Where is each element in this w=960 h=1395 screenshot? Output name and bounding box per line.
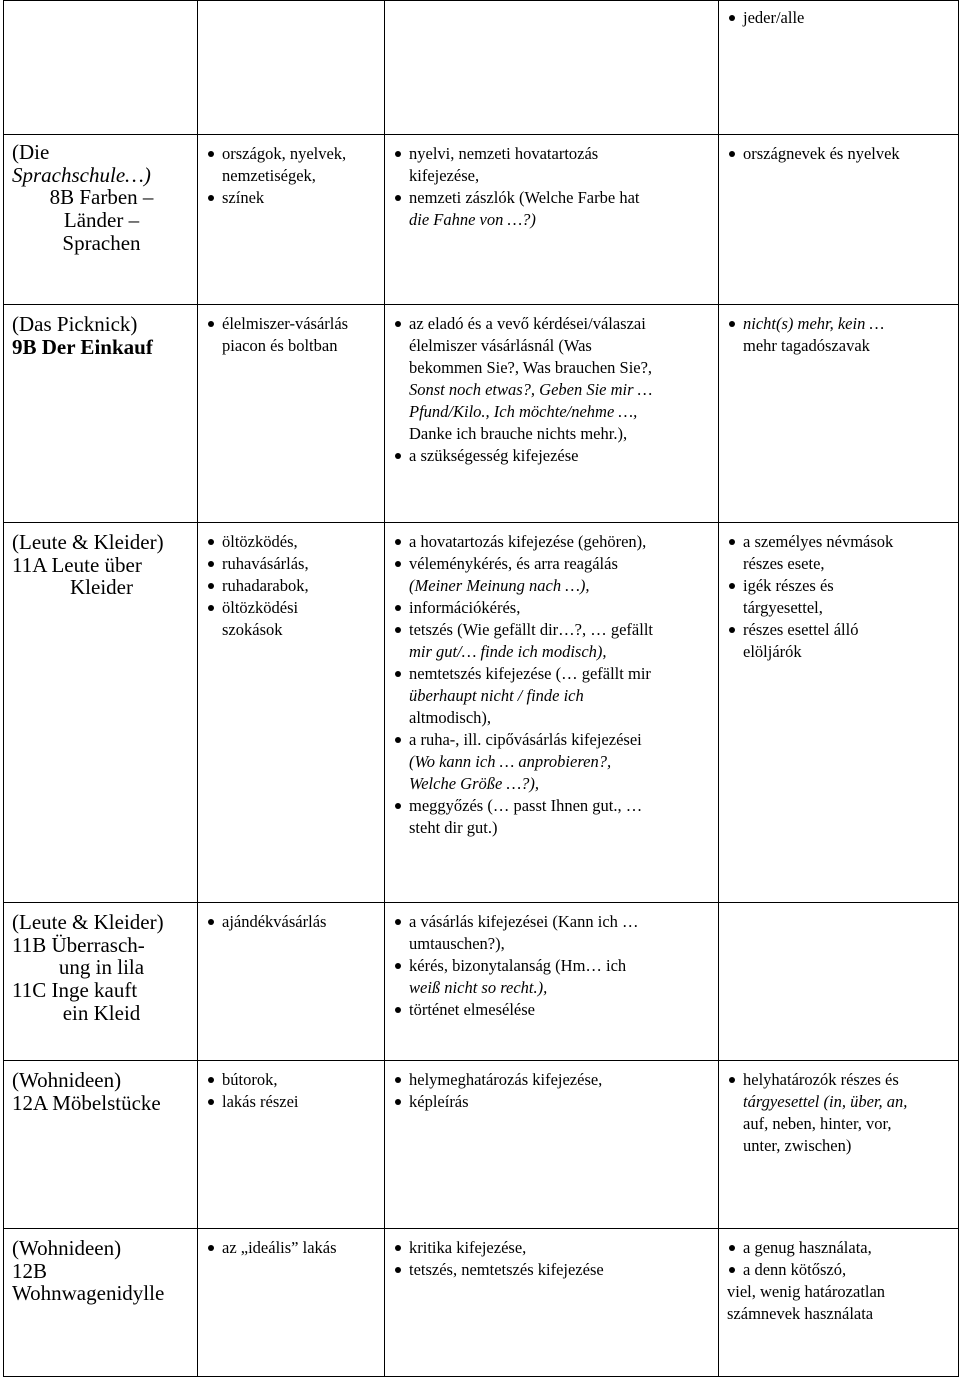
list-item: meggyőzés (… passt Ihnen gut., … steht dir gut.): [393, 795, 712, 839]
table-row: [4, 1061, 959, 1229]
lesson-title: Kleider: [70, 575, 133, 600]
grammar-cell: [719, 903, 959, 1061]
lesson-title: 11B Überrasch-: [12, 932, 145, 957]
lesson-unit: Sprachschule…): [12, 162, 151, 187]
list-item: ajándékvásárlás: [206, 911, 378, 933]
lesson-title: 11C Inge kauft: [12, 978, 138, 1003]
communication-cell: [385, 523, 719, 903]
list-item: a genug használata,: [727, 1237, 952, 1259]
list-item: nemtetszés kifejezése (… gefällt mir überhaupt nicht / finde ich altmodisch),: [393, 663, 712, 729]
table-row: [4, 1229, 959, 1377]
table-row: [4, 903, 959, 1061]
list-item: öltözködés,: [206, 531, 378, 553]
list-item: nyelvi, nemzeti hovatartozás kifejezése,: [393, 143, 712, 187]
list-item: helymeghatározás kifejezése,: [393, 1069, 712, 1091]
lesson-title: Sprachen: [62, 230, 141, 255]
lesson-unit: (Die: [12, 140, 50, 164]
lesson-unit: (Das Picknick): [12, 312, 138, 336]
lesson-title: 12B: [12, 1258, 48, 1283]
list-item: lakás részei: [206, 1091, 378, 1113]
list-item: színek: [206, 187, 378, 209]
list-item: információkérés,: [393, 597, 712, 619]
list-item: jeder/alle: [727, 7, 952, 29]
topic-cell: [198, 523, 385, 903]
list-item: a denn kötőszó,: [727, 1259, 952, 1281]
lesson-title: 12A Möbelstücke: [12, 1090, 161, 1115]
table-row: [4, 1, 959, 135]
lesson-cell: [4, 135, 198, 305]
lesson-title: 9B Der Einkauf: [12, 334, 153, 359]
list-item: élelmiszer-vásárlás piacon és boltban: [206, 313, 378, 357]
table-row: [4, 135, 959, 305]
communication-cell: [385, 1061, 719, 1229]
topic-cell: [198, 305, 385, 523]
lesson-title: ein Kleid: [62, 1000, 141, 1025]
lesson-unit: (Wohnideen): [12, 1068, 122, 1092]
list-item: véleménykérés, és arra reagálás (Meiner Meinung nach …),: [393, 553, 712, 597]
curriculum-table: [3, 0, 959, 1377]
communication-cell: [385, 135, 719, 305]
lesson-title: Länder –: [63, 208, 140, 233]
lesson-title: Wohnwagenidylle: [12, 1281, 165, 1306]
list-item: a vásárlás kifejezései (Kann ich … umtauschen?),: [393, 911, 712, 955]
list-item: helyhatározók részes és tárgyesettel (in, über, an, auf, neben, hinter, vor, unter, zwischen): [727, 1069, 952, 1157]
lesson-title: 11A Leute über: [12, 552, 142, 577]
list-item: az „ideális” lakás: [206, 1237, 378, 1259]
list-item: országok, nyelvek, nemzetiségek,: [206, 143, 378, 187]
topic-cell: [198, 1061, 385, 1229]
grammar-cell: [719, 305, 959, 523]
topic-cell: [198, 135, 385, 305]
topic-cell: [198, 903, 385, 1061]
list-item: igék részes és tárgyesettel,: [727, 575, 952, 619]
communication-cell: [385, 1229, 719, 1377]
communication-cell: [385, 305, 719, 523]
list-item: a szükségesség kifejezése: [393, 445, 712, 467]
list-item: a ruha-, ill. cipővásárlás kifejezései (Wo kann ich … anprobieren?, Welche Größe …?),: [393, 729, 712, 795]
table-row: [4, 523, 959, 903]
list-item: viel, wenig határozatlan számnevek használata: [727, 1282, 886, 1323]
grammar-cell: [719, 135, 959, 305]
lesson-title: ung in lila: [58, 955, 145, 980]
list-item: kritika kifejezése,: [393, 1237, 712, 1259]
list-item: részes esettel álló elöljárók: [727, 619, 952, 663]
list-item: nicht(s) mehr, kein … mehr tagadószavak: [727, 313, 952, 357]
grammar-cell: [719, 1, 959, 135]
topic-cell: [198, 1229, 385, 1377]
list-item: az eladó és a vevő kérdései/válaszai élelmiszer vásárlásnál (Was bekommen Sie?, Was brauchen Sie?, Sonst noch etwas?, Geben Sie mir … Pfund/Kilo., Ich möchte/nehme …, Danke ich brauche nichts mehr.),: [393, 313, 712, 445]
list-item: a személyes névmások részes esete,: [727, 531, 952, 575]
list-item: tetszés (Wie gefällt dir…?, … gefällt mir gut/… finde ich modisch),: [393, 619, 712, 663]
list-item: történet elmesélése: [393, 999, 712, 1021]
table-row: [4, 305, 959, 523]
lesson-unit: (Leute & Kleider): [12, 530, 164, 554]
list-item: tetszés, nemtetszés kifejezése: [393, 1259, 712, 1281]
list-item: képleírás: [393, 1091, 712, 1113]
topic-cell: [198, 1, 385, 135]
lesson-title: 8B Farben –: [49, 185, 154, 210]
list-item: nemzeti zászlók (Welche Farbe hat die Fahne von …?): [393, 187, 712, 231]
grammar-cell: [719, 1229, 959, 1377]
list-item: bútorok,: [206, 1069, 378, 1091]
lesson-cell: [4, 523, 198, 903]
list-item: öltözködési szokások: [206, 597, 378, 641]
list-item: kérés, bizonytalanság (Hm… ich weiß nicht so recht.),: [393, 955, 712, 999]
lesson-unit: (Wohnideen): [12, 1236, 122, 1260]
grammar-cell: [719, 523, 959, 903]
lesson-cell: [4, 903, 198, 1061]
list-item: országnevek és nyelvek: [727, 143, 952, 165]
lesson-unit: (Leute & Kleider): [12, 910, 164, 934]
communication-cell: [385, 903, 719, 1061]
list-item: ruhadarabok,: [206, 575, 378, 597]
communication-cell: [385, 1, 719, 135]
lesson-cell: [4, 1, 198, 135]
lesson-cell: [4, 1061, 198, 1229]
list-item: a hovatartozás kifejezése (gehören),: [393, 531, 712, 553]
lesson-cell: [4, 1229, 198, 1377]
lesson-cell: [4, 305, 198, 523]
list-item: ruhavásárlás,: [206, 553, 378, 575]
grammar-cell: [719, 1061, 959, 1229]
